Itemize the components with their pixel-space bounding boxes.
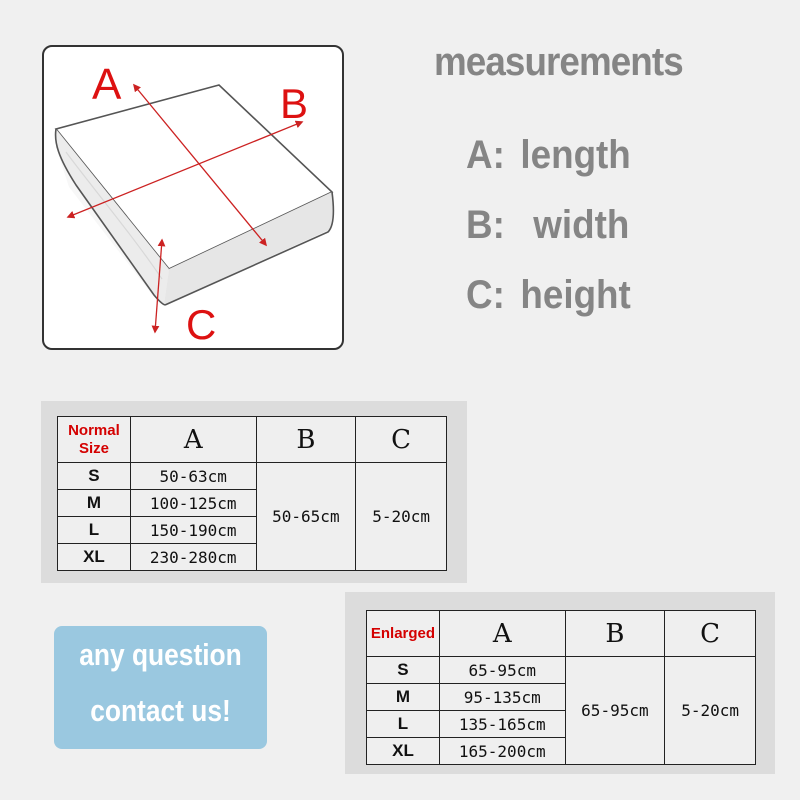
normal-size-header-label: Normal Size	[58, 417, 131, 463]
height-value: 5-20cm	[356, 463, 447, 571]
measurement-a-key: A:	[466, 133, 505, 177]
diagram-label-a: A	[92, 60, 122, 109]
diagram-label-b: B	[280, 80, 309, 127]
height-value: 5-20cm	[665, 657, 756, 765]
size-label: L	[58, 517, 131, 544]
length-value: 230-280cm	[130, 544, 256, 571]
width-value: 50-65cm	[256, 463, 356, 571]
table-header-row	[367, 611, 756, 657]
column-header-b: B	[256, 417, 356, 463]
length-value: 100-125cm	[130, 490, 256, 517]
column-header-b: B	[565, 611, 665, 657]
table-header-row	[58, 417, 447, 463]
width-value: 65-95cm	[565, 657, 665, 765]
enlarged-header-label: Enlarged	[367, 611, 440, 657]
contact-us-line1: any question	[79, 637, 242, 672]
cushion-illustration	[44, 47, 344, 350]
measurement-b-value: width	[533, 203, 630, 247]
length-value: 65-95cm	[439, 657, 565, 684]
diagram-label-c: C	[186, 301, 217, 348]
measurement-a-value: length	[520, 133, 631, 177]
measurement-a	[466, 133, 631, 178]
contact-us-line2: contact us!	[90, 693, 231, 728]
measurement-c-value: height	[520, 273, 631, 317]
column-header-a: A	[130, 417, 256, 463]
table-row	[367, 657, 756, 684]
contact-us-button[interactable]	[54, 626, 267, 749]
measurement-b	[466, 203, 629, 248]
size-label: M	[58, 490, 131, 517]
column-header-c: C	[665, 611, 756, 657]
size-label: XL	[367, 738, 440, 765]
size-label: XL	[58, 544, 131, 571]
length-value: 50-63cm	[130, 463, 256, 490]
column-header-c: C	[356, 417, 447, 463]
length-value: 135-165cm	[439, 711, 565, 738]
measurements-title: measurements	[434, 40, 683, 84]
length-value: 165-200cm	[439, 738, 565, 765]
measurement-c	[466, 273, 631, 318]
measurement-b-key: B:	[466, 203, 505, 247]
length-value: 95-135cm	[439, 684, 565, 711]
normal-size-table	[57, 416, 447, 571]
length-value: 150-190cm	[130, 517, 256, 544]
table-row	[58, 463, 447, 490]
size-label: M	[367, 684, 440, 711]
cushion-diagram	[42, 45, 344, 350]
size-label: S	[58, 463, 131, 490]
enlarged-size-table	[366, 610, 756, 765]
size-label: S	[367, 657, 440, 684]
measurement-c-key: C:	[466, 273, 505, 317]
column-header-a: A	[439, 611, 565, 657]
size-label: L	[367, 711, 440, 738]
